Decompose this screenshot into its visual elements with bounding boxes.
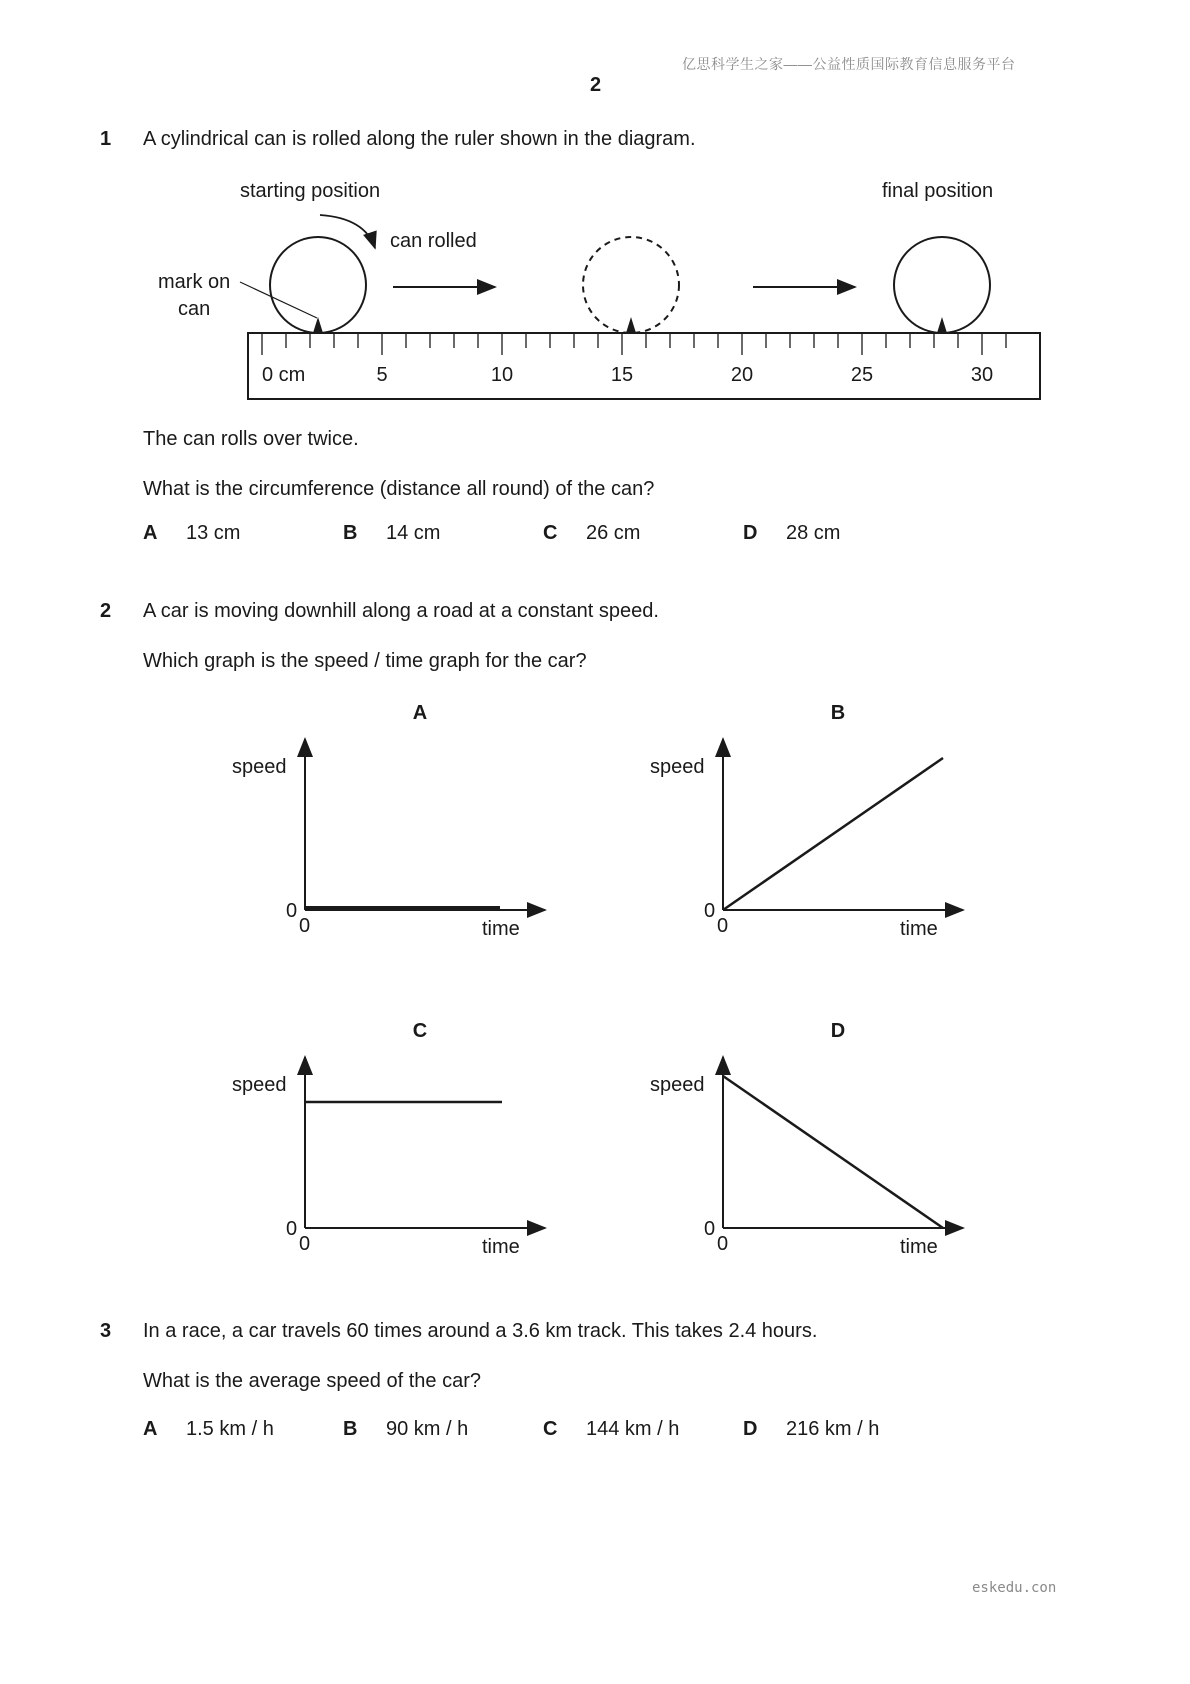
q3-option-a-value[interactable]: 1.5 km / h [186, 1418, 274, 1440]
q1-option-a-letter[interactable]: A [143, 522, 158, 544]
ruler-label-5: 5 [376, 364, 388, 386]
can-mark-middle [626, 317, 636, 333]
graph-a-origin-y: 0 [286, 900, 298, 922]
header-watermark: 亿思科学生之家——公益性质国际教育信息服务平台 [682, 56, 1016, 72]
q2-stem: A car is moving downhill along a road at a constant speed. [143, 600, 659, 622]
graph-d-origin-x: 0 [717, 1233, 729, 1255]
q1-option-a-value[interactable]: 13 cm [186, 522, 241, 544]
ruler-label-15: 15 [610, 364, 634, 386]
graph-d-letter: D [830, 1020, 846, 1042]
graph-b-xlabel: time [900, 918, 938, 940]
q1-option-b-letter[interactable]: B [343, 522, 358, 544]
graph-d-xlabel: time [900, 1236, 938, 1258]
ruler-label-25: 25 [850, 364, 874, 386]
footer-site: eskedu.con [972, 1580, 1057, 1596]
graph-a-xlabel: time [482, 918, 520, 940]
graph-b[interactable] [638, 695, 978, 955]
graph-d-line [723, 1076, 943, 1228]
q1-options [143, 522, 943, 550]
graph-d[interactable] [638, 1013, 978, 1273]
label-mark-on: mark on [158, 271, 231, 293]
q1-option-c-value[interactable]: 26 cm [586, 522, 641, 544]
q1-option-d-letter[interactable]: D [743, 522, 758, 544]
q3-option-b-letter[interactable]: B [343, 1418, 358, 1440]
q1-option-c-letter[interactable]: C [543, 522, 558, 544]
graph-c-letter: C [412, 1020, 428, 1042]
graph-c-origin-y: 0 [286, 1218, 298, 1240]
graph-c[interactable] [220, 1013, 560, 1273]
q2-number: 2 [100, 600, 112, 622]
q1-option-d-value[interactable]: 28 cm [786, 522, 841, 544]
can-mark-final [937, 317, 947, 333]
q1-option-b-value[interactable]: 14 cm [386, 522, 441, 544]
ruler-label-30: 30 [970, 364, 994, 386]
ruler-label-0: 0 cm [262, 364, 306, 386]
graph-b-origin-y: 0 [704, 900, 716, 922]
graph-c-xlabel: time [482, 1236, 520, 1258]
q1-ruler-diagram [150, 170, 1050, 410]
graph-a-ylabel: speed [232, 756, 287, 778]
q3-options [143, 1418, 943, 1446]
rolling-arrow [320, 215, 375, 248]
graph-a-origin-x: 0 [299, 915, 311, 937]
q3-option-b-value[interactable]: 90 km / h [386, 1418, 469, 1440]
label-final-position: final position [882, 180, 994, 202]
q1-line2: What is the circumference (distance all round) of the can? [143, 478, 655, 500]
graph-b-ylabel: speed [650, 756, 705, 778]
graph-b-letter: B [830, 702, 846, 724]
q3-option-d-letter[interactable]: D [743, 1418, 758, 1440]
graph-a[interactable] [220, 695, 560, 955]
graph-d-origin-y: 0 [704, 1218, 716, 1240]
ruler-label-20: 20 [730, 364, 754, 386]
q3-option-c-letter[interactable]: C [543, 1418, 558, 1440]
ruler [248, 333, 1040, 399]
graph-c-origin-x: 0 [299, 1233, 311, 1255]
q3-number: 3 [100, 1320, 112, 1342]
q3-option-a-letter[interactable]: A [143, 1418, 158, 1440]
label-starting-position: starting position [240, 180, 381, 202]
graph-b-origin-x: 0 [717, 915, 729, 937]
q3-question: What is the average speed of the car? [143, 1370, 481, 1392]
q1-number: 1 [100, 128, 112, 150]
q1-stem: A cylindrical can is rolled along the ruler shown in the diagram. [143, 128, 696, 150]
q3-stem: In a race, a car travels 60 times around a 3.6 km track. This takes 2.4 hours. [143, 1320, 818, 1342]
graph-b-line [723, 758, 943, 910]
page-number: 2 [590, 74, 602, 96]
ruler-ticks [262, 333, 1006, 355]
ruler-label-10: 10 [490, 364, 514, 386]
label-can-rolled: can rolled [390, 230, 477, 252]
q3-option-c-value[interactable]: 144 km / h [586, 1418, 680, 1440]
graph-a-letter: A [412, 702, 428, 724]
graph-d-ylabel: speed [650, 1074, 705, 1096]
graph-c-ylabel: speed [232, 1074, 287, 1096]
label-can: can [178, 298, 211, 320]
q2-question: Which graph is the speed / time graph for the car? [143, 650, 587, 672]
q1-line1: The can rolls over twice. [143, 428, 359, 450]
q3-option-d-value[interactable]: 216 km / h [786, 1418, 880, 1440]
can-mark-start [313, 317, 323, 333]
